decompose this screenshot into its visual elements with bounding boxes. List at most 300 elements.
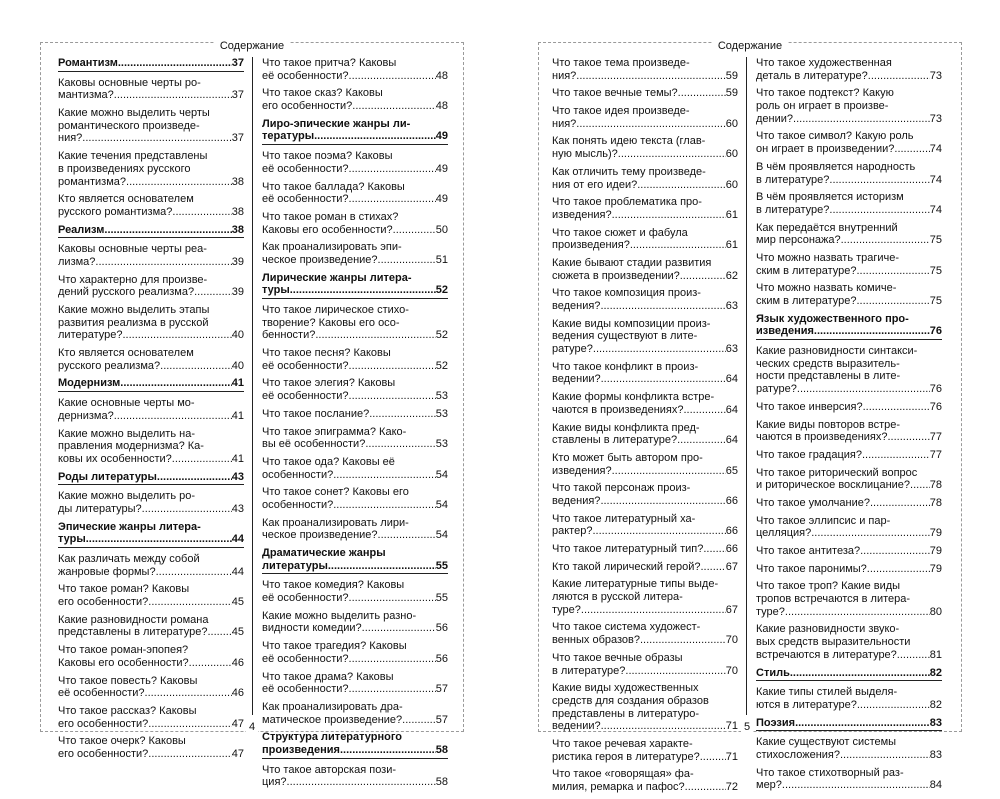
toc-entry bbox=[756, 563, 942, 576]
toc-entry-text: вы её особенности? bbox=[262, 438, 366, 451]
toc-entry bbox=[756, 401, 942, 414]
dot-leader bbox=[126, 176, 232, 189]
toc-entry bbox=[756, 545, 942, 558]
toc-entry-last-line bbox=[756, 113, 942, 126]
dot-leader bbox=[365, 438, 435, 451]
toc-entry-text: Что такое паронимы? bbox=[756, 562, 867, 575]
toc-entry-line: В чём проявляется народность bbox=[756, 160, 916, 173]
toc-entry-last-line bbox=[58, 176, 244, 189]
toc-entry-text: встречаются в литературе? bbox=[756, 648, 897, 661]
dot-leader bbox=[581, 604, 726, 617]
toc-entry bbox=[58, 583, 244, 608]
toc-entry-text: венных образов? bbox=[552, 634, 640, 647]
toc-entry bbox=[262, 579, 448, 604]
toc-entry bbox=[552, 87, 738, 100]
toc-entry-last-line bbox=[756, 174, 942, 187]
toc-entry-last-line bbox=[58, 89, 244, 102]
toc-page-number: 52 bbox=[435, 284, 448, 297]
toc-entry-text: Реализм bbox=[58, 223, 105, 236]
toc-entry-text: литературе? bbox=[58, 329, 123, 342]
toc-entry bbox=[552, 135, 738, 160]
toc-entry bbox=[58, 490, 244, 515]
toc-entry-line: Что такое песня? Каковы bbox=[262, 347, 391, 360]
toc-entry bbox=[58, 705, 244, 730]
toc-entry-last-line bbox=[552, 525, 738, 538]
right-header-text: Содержание bbox=[712, 40, 788, 52]
toc-section-heading bbox=[756, 717, 942, 732]
toc-page-number: 47 bbox=[231, 717, 244, 730]
toc-entry-last-line bbox=[262, 776, 448, 789]
toc-section-heading bbox=[262, 547, 448, 574]
toc-entry-line: правления модернизма? Ка- bbox=[58, 440, 204, 453]
toc-entry-last-line bbox=[552, 209, 738, 222]
toc-page-number: 45 bbox=[231, 626, 244, 639]
toc-entry-text: жанровые формы? bbox=[58, 565, 156, 578]
dot-leader bbox=[114, 89, 232, 102]
toc-entry-last-line bbox=[262, 683, 448, 696]
toc-entry-line: Какие разновидности звуко- bbox=[756, 623, 900, 636]
dot-leader bbox=[593, 343, 726, 356]
toc-entry-line: Какие разновидности синтакси- bbox=[756, 345, 918, 358]
toc-entry-line: Что такое притча? Каковы bbox=[262, 57, 397, 69]
toc-page-number: 48 bbox=[435, 100, 448, 113]
toc-entry-line: Как различать между собой bbox=[58, 553, 200, 565]
dot-leader bbox=[148, 596, 231, 609]
toc-entry-last-line bbox=[58, 360, 244, 373]
toc-entry-text: его особенности? bbox=[58, 747, 149, 760]
toc-entry-line: Как отличить тему произведе- bbox=[552, 165, 706, 178]
toc-page-number: 38 bbox=[231, 223, 244, 236]
dot-leader bbox=[785, 606, 930, 619]
toc-page-number: 75 bbox=[929, 295, 942, 307]
toc-entry-line: Драматические жанры bbox=[262, 547, 386, 559]
toc-entry-last-line bbox=[262, 714, 448, 727]
toc-entry-text: изведения? bbox=[552, 464, 612, 477]
toc-entry-text: дений русского реализма? bbox=[58, 286, 195, 299]
toc-entry bbox=[58, 428, 244, 466]
toc-entry-last-line bbox=[552, 465, 738, 478]
dot-leader bbox=[601, 373, 726, 386]
toc-entry-text: мер? bbox=[756, 779, 782, 792]
toc-entry-line: в произведениях русского bbox=[58, 162, 191, 175]
dot-leader bbox=[402, 714, 436, 727]
dot-leader bbox=[640, 634, 726, 647]
dot-leader bbox=[829, 174, 929, 187]
toc-entry-last-line bbox=[262, 329, 448, 342]
toc-entry-last-line bbox=[58, 453, 244, 466]
toc-entry bbox=[756, 419, 942, 444]
toc-entry-text: его особенности? bbox=[58, 717, 149, 730]
toc-entry bbox=[58, 347, 244, 372]
toc-entry-text: её особенности? bbox=[262, 592, 349, 605]
toc-entry-line: развития реализма в русской bbox=[58, 316, 209, 329]
dot-leader bbox=[870, 497, 930, 510]
toc-entry bbox=[262, 304, 448, 342]
dot-leader bbox=[684, 404, 726, 417]
toc-entry-last-line bbox=[756, 699, 942, 712]
dot-leader bbox=[207, 626, 231, 639]
toc-entry-last-line bbox=[262, 193, 448, 206]
toc-page-number: 81 bbox=[929, 648, 942, 661]
toc-entry-line: Кто может быть автором про- bbox=[552, 451, 703, 464]
toc-entry-line: Что такое очерк? Каковы bbox=[58, 735, 186, 748]
dot-leader bbox=[145, 687, 232, 700]
toc-page-number: 55 bbox=[435, 592, 448, 605]
toc-entry-text: туры bbox=[262, 284, 290, 297]
toc-entry-line: Каковы основные черты реа- bbox=[58, 243, 207, 256]
toc-page-number: 73 bbox=[929, 112, 942, 125]
toc-entry-line: ведения существуют в лите- bbox=[552, 330, 698, 343]
toc-entry-line: Какие формы конфликта встре- bbox=[552, 391, 715, 404]
toc-entry-text: ция? bbox=[262, 776, 287, 789]
toc-entry-line: Каковы основные черты ро- bbox=[58, 76, 201, 89]
toc-entry-line: Что такое трагедия? Каковы bbox=[262, 640, 407, 653]
toc-entry-last-line bbox=[756, 401, 942, 414]
toc-page-number: 43 bbox=[231, 502, 244, 515]
dot-leader bbox=[856, 295, 929, 308]
dot-leader bbox=[86, 533, 232, 546]
toc-entry-line: тропов встречаются в литера- bbox=[756, 593, 911, 606]
toc-entry bbox=[262, 701, 448, 726]
toc-entry-text: особенности? bbox=[262, 468, 334, 481]
toc-page-number: 75 bbox=[929, 264, 942, 277]
toc-page-number: 53 bbox=[435, 390, 448, 403]
toc-page-number: 83 bbox=[929, 748, 942, 761]
toc-entry-text: Что такое вечные темы? bbox=[552, 87, 678, 100]
dot-leader bbox=[857, 699, 930, 712]
toc-entry-line: средств для создания образов bbox=[552, 694, 709, 707]
toc-page-number: 79 bbox=[929, 562, 942, 575]
dot-leader bbox=[841, 234, 930, 247]
dot-leader bbox=[148, 718, 231, 731]
toc-entry bbox=[262, 640, 448, 665]
dot-leader bbox=[862, 449, 930, 462]
toc-entry-text: ристика героя в литературе? bbox=[552, 750, 700, 763]
dot-leader bbox=[82, 132, 231, 145]
toc-entry-line: Как проанализировать лири- bbox=[262, 516, 409, 529]
toc-entry-text: рактер? bbox=[552, 525, 593, 538]
toc-page-number: 60 bbox=[725, 148, 738, 161]
toc-entry-last-line bbox=[552, 179, 738, 192]
toc-entry-last-line bbox=[58, 286, 244, 299]
toc-entry-last-line bbox=[58, 718, 244, 731]
toc-entry-line: Какие можно выделить на- bbox=[58, 427, 195, 440]
dot-leader bbox=[625, 665, 725, 678]
dot-leader bbox=[700, 751, 726, 764]
toc-entry-last-line bbox=[756, 204, 942, 217]
toc-entry bbox=[58, 274, 244, 299]
toc-entry-last-line bbox=[262, 254, 448, 267]
toc-entry bbox=[756, 767, 942, 792]
toc-entry-line: Что такое роман-эпопея? bbox=[58, 644, 189, 657]
dot-leader bbox=[630, 239, 726, 252]
toc-entry-text: изведения bbox=[756, 325, 814, 338]
toc-page-number: 62 bbox=[725, 269, 738, 282]
toc-entry-last-line bbox=[262, 390, 448, 403]
toc-page-number: 57 bbox=[435, 713, 448, 726]
toc-page-number: 71 bbox=[725, 720, 738, 733]
toc-entry-text: ются в литературе? bbox=[756, 698, 857, 711]
toc-entry-last-line bbox=[756, 143, 942, 156]
toc-page-number: 78 bbox=[929, 479, 942, 492]
toc-entry-text: ния от его идеи? bbox=[552, 178, 638, 191]
toc-column-3 bbox=[552, 57, 738, 799]
toc-entry-last-line bbox=[756, 449, 942, 462]
dot-leader bbox=[104, 224, 231, 237]
toc-entry-line: Что такое драма? Каковы bbox=[262, 670, 394, 683]
toc-page-number: 38 bbox=[231, 175, 244, 188]
toc-page-number: 40 bbox=[231, 359, 244, 372]
toc-entry-line: Какие можно выделить разно- bbox=[262, 609, 417, 622]
toc-page-number: 37 bbox=[231, 57, 244, 69]
dot-leader bbox=[362, 622, 436, 635]
toc-page-number: 73 bbox=[929, 69, 942, 82]
toc-page-number: 45 bbox=[231, 596, 244, 609]
toc-entry-last-line bbox=[756, 563, 942, 576]
toc-entry-text: литературы bbox=[262, 559, 328, 572]
toc-entry-text: ческое произведение? bbox=[262, 529, 378, 542]
toc-entry bbox=[552, 361, 738, 386]
dot-leader bbox=[349, 360, 436, 373]
toc-entry-line: Что такое троп? Какие виды bbox=[756, 580, 901, 593]
toc-entry-text: мир персонажа? bbox=[756, 234, 841, 247]
toc-entry bbox=[552, 513, 738, 538]
toc-page-number: 44 bbox=[231, 565, 244, 578]
toc-page-number: 82 bbox=[929, 666, 942, 679]
toc-entry bbox=[552, 287, 738, 312]
dot-leader bbox=[349, 592, 436, 605]
toc-entry-last-line bbox=[58, 377, 244, 390]
toc-page-number: 56 bbox=[435, 652, 448, 665]
dot-leader bbox=[618, 148, 726, 161]
toc-entry-last-line bbox=[552, 118, 738, 131]
toc-entry-text: представлены в литературе? bbox=[58, 626, 208, 639]
toc-entry bbox=[756, 282, 942, 307]
toc-entry bbox=[262, 764, 448, 789]
dot-leader bbox=[118, 57, 232, 70]
dot-leader bbox=[378, 529, 436, 542]
toc-entry-line: Что такой персонаж произ- bbox=[552, 482, 691, 495]
dot-leader bbox=[888, 431, 930, 444]
toc-entry-last-line bbox=[552, 148, 738, 161]
toc-entry-last-line bbox=[262, 360, 448, 373]
toc-entry-text: её особенности? bbox=[262, 193, 349, 206]
toc-entry-text: чаются в произведениях? bbox=[552, 403, 684, 416]
dot-leader bbox=[678, 87, 726, 100]
toc-entry-line: Что такое роман? Каковы bbox=[58, 583, 190, 596]
toc-entry bbox=[756, 449, 942, 462]
toc-entry-text: Роды литературы bbox=[58, 470, 157, 483]
dot-leader bbox=[333, 469, 436, 482]
toc-page-number: 41 bbox=[231, 409, 244, 422]
toc-entry-line: Что такое сонет? Каковы его bbox=[262, 486, 409, 499]
toc-entry bbox=[58, 304, 244, 342]
dot-leader bbox=[349, 390, 436, 403]
toc-entry-text: произведения bbox=[262, 743, 340, 756]
toc-entry bbox=[58, 644, 244, 669]
left-page-header bbox=[40, 40, 464, 52]
toc-entry-text: Поэзия bbox=[756, 716, 796, 729]
dot-leader bbox=[290, 284, 436, 297]
dot-leader bbox=[637, 179, 726, 192]
toc-entry bbox=[552, 578, 738, 616]
toc-entry bbox=[262, 241, 448, 266]
toc-entry-last-line bbox=[756, 649, 942, 662]
toc-entry-text: ния? bbox=[58, 132, 83, 145]
toc-entry-line: Как передаётся внутренний bbox=[756, 221, 898, 234]
toc-entry-last-line bbox=[58, 206, 244, 219]
toc-page-number: 52 bbox=[435, 329, 448, 342]
toc-entry-line: Какие виды художественных bbox=[552, 682, 699, 695]
dot-leader bbox=[369, 408, 436, 421]
toc-page-number: 74 bbox=[929, 203, 942, 216]
dot-leader bbox=[315, 329, 435, 342]
toc-page-number: 59 bbox=[725, 87, 738, 100]
toc-entry-line: представлены в литературо- bbox=[552, 707, 699, 720]
toc-entry-line: Что такое повесть? Каковы bbox=[58, 674, 198, 687]
toc-entry-line: Что такое поэма? Каковы bbox=[262, 150, 393, 163]
toc-entry-text: и риторическое восклицание? bbox=[756, 479, 911, 492]
toc-entry bbox=[262, 57, 448, 82]
toc-entry-last-line bbox=[552, 239, 738, 252]
toc-entry-last-line bbox=[58, 626, 244, 639]
toc-section-heading bbox=[58, 224, 244, 239]
toc-entry-text: милия, ремарка и пафос? bbox=[552, 781, 685, 793]
toc-page-number: 46 bbox=[231, 687, 244, 700]
toc-entry bbox=[756, 161, 942, 186]
toc-entry-line: Что такое речевая характе- bbox=[552, 737, 693, 750]
dot-leader bbox=[703, 543, 725, 556]
toc-page-number: 78 bbox=[929, 496, 942, 509]
dot-leader bbox=[793, 113, 930, 126]
toc-entry-line: Какие разновидности романа bbox=[58, 613, 209, 626]
dot-leader bbox=[856, 265, 929, 278]
toc-entry-last-line bbox=[756, 749, 942, 762]
toc-entry-text: её особенности? bbox=[58, 687, 145, 700]
toc-entry-last-line bbox=[262, 560, 448, 573]
toc-page-number: 58 bbox=[435, 743, 448, 756]
toc-page-number: 48 bbox=[435, 69, 448, 82]
toc-entry bbox=[552, 652, 738, 677]
toc-entry-line: Что такое роман в стихах? bbox=[262, 210, 399, 223]
toc-entry-text: ведения? bbox=[552, 300, 601, 312]
toc-column-1 bbox=[58, 57, 244, 766]
toc-entry-line: ности представлены в лите- bbox=[756, 370, 901, 383]
dot-leader bbox=[868, 70, 930, 83]
toc-entry-line: Какие течения представлены bbox=[58, 150, 208, 163]
toc-page-number: 60 bbox=[725, 178, 738, 191]
toc-entry-text: стихосложения? bbox=[756, 748, 840, 761]
toc-entry-last-line bbox=[756, 497, 942, 510]
dot-leader bbox=[601, 720, 726, 733]
toc-entry bbox=[756, 623, 942, 661]
toc-entry-line: Что такое идея произведе- bbox=[552, 105, 690, 118]
toc-page-number: 83 bbox=[929, 716, 942, 729]
toc-entry-last-line bbox=[756, 479, 942, 492]
toc-entry-text: деталь в литературе? bbox=[756, 69, 868, 82]
toc-entry-last-line bbox=[262, 70, 448, 83]
toc-entry-last-line bbox=[756, 606, 942, 619]
dot-leader bbox=[340, 744, 436, 757]
toc-page-number: 60 bbox=[725, 117, 738, 130]
toc-entry-last-line bbox=[262, 469, 448, 482]
toc-entry bbox=[58, 107, 244, 145]
toc-section-heading bbox=[58, 471, 244, 486]
toc-entry bbox=[58, 243, 244, 268]
toc-entry-text: ния? bbox=[552, 117, 577, 130]
toc-page-number: 56 bbox=[435, 622, 448, 635]
toc-page-number: 63 bbox=[725, 343, 738, 356]
toc-entry-last-line bbox=[552, 543, 738, 556]
toc-page-number: 53 bbox=[435, 438, 448, 451]
toc-entry-last-line bbox=[552, 495, 738, 508]
toc-entry-text: её особенности? bbox=[262, 162, 349, 175]
toc-entry-line: Лиро-эпические жанры ли- bbox=[262, 117, 411, 130]
toc-entry bbox=[262, 347, 448, 372]
toc-entry-line: Какие бывают стадии развития bbox=[552, 256, 712, 269]
toc-entry-text: изведения? bbox=[552, 208, 612, 221]
toc-entry-text: бенности? bbox=[262, 329, 316, 342]
dot-leader bbox=[612, 209, 726, 222]
toc-entry-text: его особенности? bbox=[262, 100, 353, 113]
toc-entry-line: Что такое сюжет и фабула bbox=[552, 226, 688, 239]
toc-section-heading bbox=[58, 377, 244, 392]
toc-entry-last-line bbox=[58, 596, 244, 609]
toc-page-number: 80 bbox=[929, 605, 942, 618]
toc-entry-line: Что такое подтекст? Какую bbox=[756, 87, 894, 100]
toc-entry-line: Как понять идею текста (глав- bbox=[552, 135, 706, 148]
toc-entry-line: Какие существуют системы bbox=[756, 736, 897, 749]
dot-leader bbox=[790, 667, 930, 680]
dot-leader bbox=[677, 434, 726, 447]
toc-entry bbox=[756, 515, 942, 540]
toc-entry-text: Каковы его особенности? bbox=[58, 656, 189, 669]
dot-leader bbox=[782, 779, 930, 792]
toc-entry bbox=[262, 486, 448, 511]
dot-leader bbox=[122, 329, 231, 342]
toc-entry-last-line bbox=[262, 130, 448, 143]
toc-entry-line: Что такое ода? Каковы её bbox=[262, 455, 395, 468]
toc-page-number: 64 bbox=[725, 403, 738, 416]
toc-page-number: 70 bbox=[725, 634, 738, 647]
toc-entry-text: Что такое умолчание? bbox=[756, 496, 870, 509]
toc-entry-last-line bbox=[552, 665, 738, 678]
toc-entry-text: тературы bbox=[262, 130, 315, 143]
toc-page-number: 58 bbox=[435, 776, 448, 789]
toc-page-number: 67 bbox=[725, 560, 738, 573]
dot-leader bbox=[142, 503, 232, 516]
dot-leader bbox=[95, 256, 231, 269]
toc-entry-line: Кто является основателем bbox=[58, 347, 194, 360]
dot-leader bbox=[349, 70, 436, 83]
toc-entry-line: Что такое риторический вопрос bbox=[756, 466, 918, 479]
toc-entry-last-line bbox=[58, 503, 244, 516]
toc-entry-last-line bbox=[756, 717, 942, 730]
dot-leader bbox=[795, 717, 930, 730]
toc-entry bbox=[58, 553, 244, 578]
toc-entry bbox=[552, 543, 738, 556]
toc-page-number: 39 bbox=[231, 286, 244, 299]
dot-leader bbox=[287, 776, 436, 789]
toc-entry-line: Какие основные черты мо- bbox=[58, 397, 195, 410]
toc-page-number: 65 bbox=[725, 464, 738, 477]
dot-leader bbox=[172, 453, 232, 466]
toc-section-heading bbox=[756, 313, 942, 340]
toc-entry-last-line bbox=[552, 270, 738, 283]
toc-entry-line: Как проанализировать дра- bbox=[262, 700, 403, 713]
toc-entry-text: дении? bbox=[756, 112, 794, 125]
toc-entry-line: Какие можно выделить ро- bbox=[58, 490, 196, 503]
